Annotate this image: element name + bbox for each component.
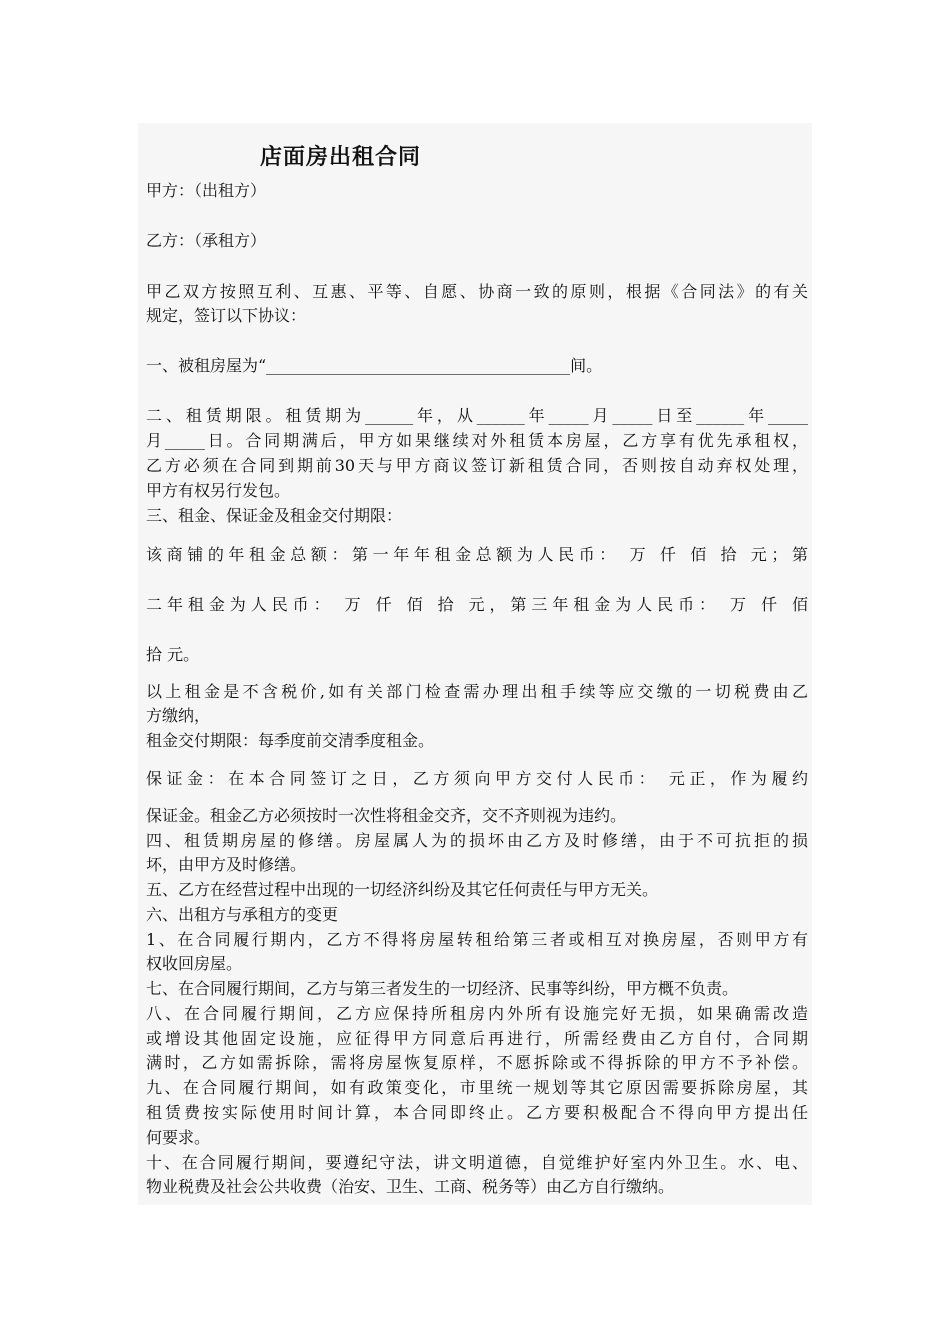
clause-10-line: 物业税费及社会公共收费（治安、卫生、工商、税务等）由乙方自行缴纳。	[146, 1177, 675, 1196]
clause-6-heading: 六、出租方与承租方的变更	[146, 905, 339, 924]
clause-2-line: 月_____日。合同期满后，甲方如果继续对外租赁本房屋，乙方享有优先承租权，	[146, 431, 808, 450]
document-title: 店面房出租合同	[260, 145, 422, 170]
clause-9-line: 租赁费按实际使用时间计算，本合同即终止。乙方要积极配合不得向甲方提出任	[146, 1103, 808, 1122]
tax-line: 方缴纳，	[146, 706, 211, 725]
clause-8-line: 八、在合同履行期间，乙方应保持所租房内外所有设施完好无损，如果确需改造	[146, 1004, 808, 1023]
clause-1-line: 一、被租房屋为“______________________________________间。	[146, 356, 603, 375]
party-b-line: 乙方：（承租方）	[146, 231, 267, 250]
clause-2-line: 二、租赁期限。租赁期为______年，从______年_____月_____日至______年_____	[146, 406, 808, 425]
clause-8-line: 满时，乙方如需拆除，需将房屋恢复原样，不愿拆除或不得拆除的甲方不予补偿。	[146, 1053, 808, 1072]
clause-6-item: 1、在合同履行期内，乙方不得将房屋转租给第三者或相互对换房屋，否则甲方有	[146, 930, 808, 949]
clause-7-line: 七、在合同履行期间，乙方与第三者发生的一切经济、民事等纠纷，甲方概不负责。	[146, 979, 739, 998]
rent-line: 该商铺的年租金总额：第一年年租金总额为人民币： 万 仟 佰 拾 元；第	[146, 545, 808, 564]
clause-3-heading: 三、租金、保证金及租金交付期限：	[146, 506, 403, 525]
clause-6-item: 权收回房屋。	[146, 954, 243, 973]
rent-line: 拾 元。	[146, 645, 200, 664]
clause-9-line: 何要求。	[146, 1128, 211, 1147]
clause-2-line: 乙方必须在合同到期前30天与甲方商议签订新租赁合同，否则按自动弃权处理，	[146, 456, 808, 475]
clause-2-line: 甲方有权另行发包。	[146, 481, 291, 500]
preamble-line: 规定，签订以下协议：	[146, 306, 307, 325]
payment-term-line: 租金交付期限：每季度前交清季度租金。	[146, 731, 435, 750]
party-a-line: 甲方：（出租方）	[146, 181, 267, 200]
deposit-line: 保证金：在本合同签订之日，乙方须向甲方交付人民币： 元正，作为履约	[146, 769, 808, 788]
clause-4-line: 坏，由甲方及时修缮。	[146, 855, 307, 874]
clause-10-line: 十、在合同履行期间，要遵纪守法，讲文明道德，自觉维护好室内外卫生。水、电、	[146, 1153, 808, 1172]
clause-9-line: 九、在合同履行期间，如有政策变化，市里统一规划等其它原因需要拆除房屋，其	[146, 1078, 808, 1097]
clause-5-line: 五、乙方在经营过程中出现的一切经济纠纷及其它任何责任与甲方无关。	[146, 880, 659, 899]
tax-line: 以上租金是不含税价,如有关部门检查需办理出租手续等应交缴的一切税费由乙	[146, 682, 808, 701]
preamble-line: 甲乙双方按照互利、互惠、平等、自愿、协商一致的原则，根据《合同法》的有关	[146, 282, 808, 301]
rent-line: 二年租金为人民币： 万 仟 佰 拾 元，第三年租金为人民币： 万 仟 佰	[146, 595, 808, 614]
clause-8-line: 或增设其他固定设施，应征得甲方同意后再进行，所需经费由乙方自付，合同期	[146, 1029, 808, 1048]
clause-4-line: 四、租赁期房屋的修缮。房屋属人为的损坏由乙方及时修缮，由于不可抗拒的损	[146, 831, 808, 850]
deposit-line: 保证金。租金乙方必须按时一次性将租金交齐，交不齐则视为违约。	[146, 806, 627, 825]
